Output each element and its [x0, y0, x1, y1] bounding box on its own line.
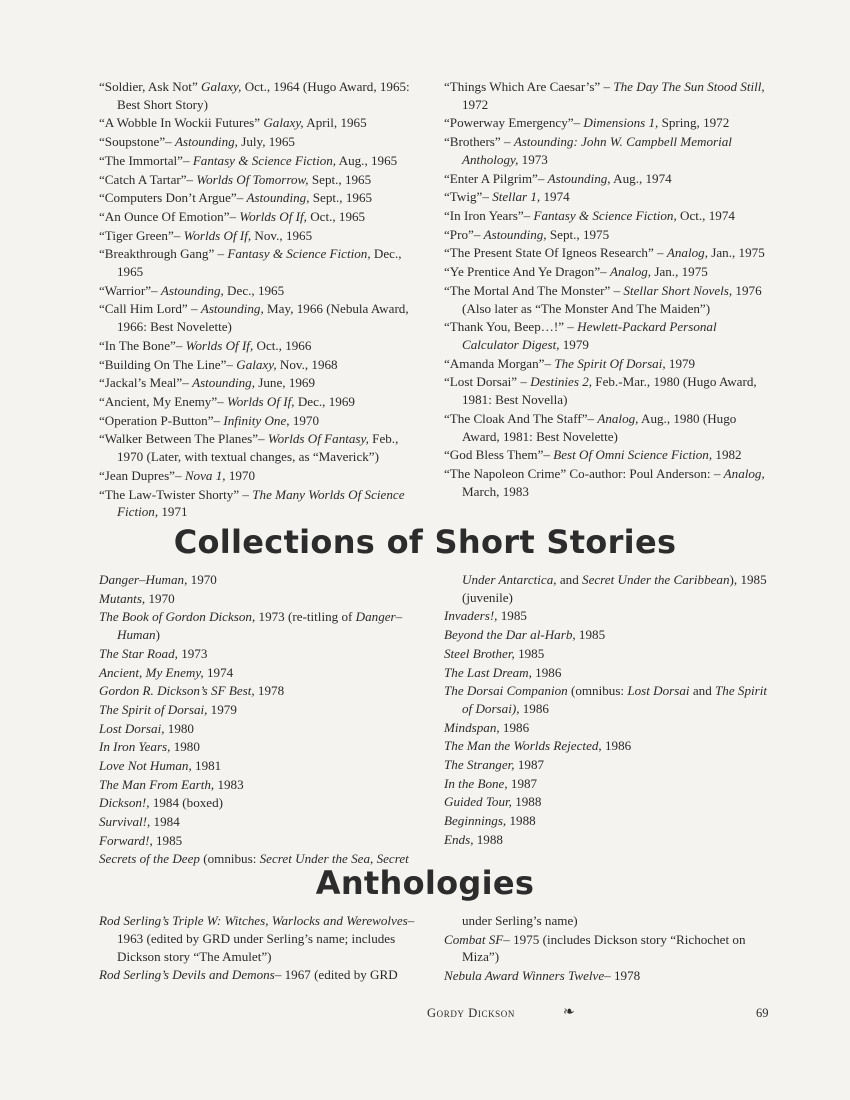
page-number: 69: [756, 1006, 769, 1020]
entry-publication: Fantasy & Science Fiction,: [533, 208, 677, 224]
entry-detail: 1988: [473, 831, 503, 847]
entry-title: Under Antarctica,: [462, 572, 557, 587]
fleuron-icon: ❧: [563, 1005, 575, 1020]
short-stories-right-column: [444, 78, 770, 502]
entry-publication: The Spirit Of Dorsai,: [554, 355, 666, 371]
short-story-entry: [99, 189, 425, 207]
entry-title: “Operation P-Button”–: [99, 412, 221, 428]
entry-title: “The Cloak And The Staff”–: [444, 410, 595, 426]
entry-publication: Analog,: [597, 410, 639, 426]
anthology-entry: [99, 966, 425, 984]
entry-detail: 1987: [514, 757, 545, 773]
footer-author-name: Gordy Dickson: [427, 1006, 515, 1020]
entry-title: “The Present State Of Igneos Research” –: [444, 245, 664, 261]
short-story-entry: [99, 171, 425, 189]
entry-detail: 1970: [187, 572, 217, 587]
entry-title-2: Secret Under the Caribbean: [582, 572, 730, 587]
entry-title: “Pro”–: [444, 226, 481, 242]
entry-title: Beginnings,: [444, 813, 507, 829]
entry-detail: 1986: [531, 664, 562, 680]
entry-detail: 1984 (boxed): [149, 795, 224, 811]
entry-title: “Soldier, Ask Not”: [99, 79, 198, 94]
anthology-entry: [444, 967, 770, 985]
entry-detail: 1975 (includes Dickson story “Richochet on Miza”): [462, 931, 746, 965]
entry-detail: (omnibus:: [199, 851, 260, 867]
entry-publication: Destinies 2,: [530, 374, 593, 390]
short-story-entry: [99, 337, 425, 355]
short-story-entry: [99, 114, 425, 132]
entry-title: “Call Him Lord” –: [99, 301, 198, 317]
entry-publication: Worlds Of Tomorrow,: [196, 171, 309, 187]
entry-detail: 1983: [214, 776, 244, 792]
entry-title: Nebula Award Winners Twelve–: [444, 968, 611, 984]
collection-entry: [444, 682, 770, 718]
anthology-entry: [444, 931, 770, 967]
collection-entry: [99, 794, 425, 812]
collection-entry: [99, 590, 425, 608]
entry-detail: 1971: [158, 504, 188, 520]
entry-title: The Star Road,: [99, 645, 178, 661]
short-story-entry: [99, 300, 425, 336]
entry-publication: Worlds Of If,: [227, 394, 295, 410]
collection-entry: [444, 645, 770, 663]
entry-detail: 1974: [203, 664, 234, 680]
entry-title: The Man From Earth,: [99, 776, 215, 792]
short-story-entry: [99, 78, 425, 114]
short-story-entry: [99, 393, 425, 411]
entry-detail: 1979: [207, 701, 237, 717]
page-footer: [0, 1006, 850, 1026]
entry-detail: Oct., 1964 (Hugo Award, 1965: Best Short Story): [117, 79, 410, 112]
entry-title: “The Napoleon Crime” Co-author: Poul Anderson: –: [444, 466, 721, 482]
entry-detail: Sept., 1965: [309, 190, 373, 206]
entry-title-2: Danger–Human: [117, 609, 403, 643]
entry-publication: Analog,: [666, 245, 708, 261]
collection-entry: [444, 812, 770, 830]
short-story-entry: [99, 245, 425, 281]
entry-title: Rod Serling’s Triple W: Witches, Warlocks and Werewolves–: [99, 913, 415, 928]
entry-detail-2: and: [689, 683, 716, 699]
entry-detail: Jan., 1975: [708, 245, 765, 261]
entry-publication: Astounding,: [160, 282, 224, 298]
entry-title: “Thank You, Beep…!” –: [444, 319, 574, 335]
short-story-entry: [444, 114, 770, 132]
short-story-entry: [99, 412, 425, 430]
short-story-entry: [444, 373, 770, 409]
entry-detail: 1973: [518, 151, 548, 167]
entry-title: Beyond the Dar al-Harb,: [444, 627, 576, 643]
entry-title: “Powerway Emergency”–: [444, 115, 581, 131]
entry-publication: Fantasy & Science Fiction,: [192, 152, 337, 168]
entry-publication: Astounding,: [547, 170, 611, 186]
short-story-entry: [444, 446, 770, 464]
entry-publication: The Day The Sun Stood Still,: [613, 79, 765, 94]
entry-detail: 1978: [254, 683, 285, 699]
entry-title: Danger–Human,: [99, 572, 188, 587]
entry-detail: Oct., 1966: [253, 337, 312, 353]
entry-title: The Last Dream,: [444, 664, 532, 680]
entry-detail-2: ): [155, 627, 160, 643]
entry-detail: Sept., 1975: [546, 226, 610, 242]
entry-title: “Catch A Tartar”–: [99, 171, 194, 187]
entry-detail: Aug., 1974: [610, 170, 672, 186]
collection-entry: [99, 664, 425, 682]
entry-title: “Computers Don’t Argue”–: [99, 190, 244, 206]
entry-publication: Worlds Of If,: [185, 337, 254, 353]
entry-detail: 1985: [497, 608, 527, 624]
entry-title: Invaders!,: [444, 608, 498, 624]
entry-title-3: The Spirit of Dorsai),: [462, 683, 768, 717]
entry-title: “Jackal’s Meal”–: [99, 375, 189, 391]
entry-detail: 1970: [145, 590, 175, 606]
entry-title: “In The Bone”–: [99, 337, 183, 353]
entry-title: “The Law-Twister Shorty” –: [99, 486, 249, 502]
entry-title: “Walker Between The Planes”–: [99, 431, 265, 447]
collection-entry: [99, 757, 425, 775]
short-story-entry: [444, 318, 770, 354]
entry-detail: 1981: [191, 757, 222, 773]
entry-publication: Astounding,: [200, 301, 264, 317]
entry-publication: Astounding,: [192, 375, 256, 391]
collection-entry: [99, 608, 425, 644]
entry-title: “Building On The Line”–: [99, 356, 233, 372]
entry-detail: 1985: [575, 627, 606, 643]
entry-detail: 1979: [559, 337, 589, 353]
entry-title-2: Lost Dorsai: [627, 683, 690, 699]
entry-detail: Spring, 1972: [658, 115, 730, 131]
entry-publication: Best Of Omni Science Fiction,: [553, 447, 713, 463]
entry-publication: Galaxy,: [201, 79, 242, 94]
entry-title: “Twig”–: [444, 189, 489, 205]
entry-detail: 1972: [462, 96, 489, 112]
entry-title: “Breakthrough Gang” –: [99, 246, 225, 262]
entry-detail-2: ), 1985 (juvenile): [462, 572, 767, 605]
entry-title: Mutants,: [99, 590, 146, 606]
short-story-entry: [99, 152, 425, 170]
entry-detail: July, 1965: [237, 134, 295, 150]
entry-detail: 1979: [665, 355, 696, 371]
collection-entry: [99, 776, 425, 794]
short-story-entry: [444, 133, 770, 169]
entry-detail: 1978: [610, 968, 641, 984]
short-story-entry: [99, 356, 425, 374]
entry-detail: 1986: [499, 719, 530, 735]
entry-title: “Amanda Morgan”–: [444, 355, 552, 371]
entry-detail: April, 1965: [303, 115, 367, 131]
entry-detail: 1980: [170, 739, 200, 755]
short-story-entry: [444, 465, 770, 501]
anthologies-left-column: [99, 912, 425, 985]
entry-title: Gordon R. Dickson’s SF Best,: [99, 683, 255, 699]
entry-detail: 1973: [177, 645, 208, 661]
entry-publication: Stellar 1,: [492, 189, 541, 205]
entry-detail: 1988: [506, 813, 536, 829]
short-story-entry: [99, 227, 425, 245]
entry-title: “Enter A Pilgrim”–: [444, 170, 545, 186]
collection-entry: [444, 719, 770, 737]
collection-entry: [99, 701, 425, 719]
entry-detail: and: [556, 572, 583, 587]
entry-detail: 1974: [540, 189, 570, 205]
entry-title: The Spirit of Dorsai,: [99, 701, 208, 717]
entry-title: Dickson!,: [99, 795, 150, 811]
entry-detail: Dec., 1965: [223, 282, 285, 298]
entry-detail: 1988: [511, 794, 542, 810]
collection-entry: [99, 832, 425, 850]
entry-detail: Feb.-Mar., 1980 (Hugo Award, 1981: Best Novella): [462, 374, 757, 408]
entry-title: “Jean Dupres”–: [99, 467, 182, 483]
collection-entry: [444, 607, 770, 625]
collection-entry: [444, 793, 770, 811]
short-stories-left-column: [99, 78, 425, 522]
short-story-entry: [444, 355, 770, 373]
entry-publication: Worlds Of If,: [239, 208, 307, 224]
entry-detail: 1982: [712, 447, 742, 463]
entry-title: Mindspan,: [444, 719, 500, 735]
short-story-entry: [99, 374, 425, 392]
entry-publication: Nova 1,: [184, 467, 226, 483]
anthology-continued-entry: [444, 912, 770, 930]
entry-title: “Lost Dorsai” –: [444, 374, 527, 390]
entry-publication: Astounding,: [175, 134, 238, 150]
entry-detail: Oct., 1974: [676, 208, 735, 224]
entry-publication: Analog,: [723, 466, 765, 482]
entry-detail: Jan., 1975: [651, 264, 708, 280]
entry-detail: May, 1966 (Nebula Award, 1966: Best Novelette): [117, 301, 409, 335]
entry-title: Love Not Human,: [99, 757, 192, 773]
entry-title: The Stranger,: [444, 757, 515, 773]
collection-entry: [444, 831, 770, 849]
entry-detail: 1970: [289, 412, 320, 428]
entry-detail: 1986: [601, 738, 632, 754]
entry-title: “In Iron Years”–: [444, 208, 531, 224]
entry-detail: (omnibus:: [567, 683, 628, 699]
entry-publication: Hewlett-Packard Personal Calculator Digest,: [462, 319, 717, 353]
entry-title: The Book of Gordon Dickson,: [99, 609, 256, 625]
short-story-entry: [444, 78, 770, 114]
entry-title: Ends,: [444, 831, 474, 847]
entry-title: “Soupstone”–: [99, 134, 172, 150]
collection-entry: [99, 720, 425, 738]
entry-detail: Aug., 1965: [336, 152, 398, 168]
entry-title: “The Mortal And The Monster” –: [444, 282, 621, 298]
entry-title: “Things Which Are Caesar’s” –: [444, 79, 611, 94]
anthologies-right-column: [444, 912, 770, 986]
collection-entry: [444, 775, 770, 793]
entry-title: “Warrior”–: [99, 282, 158, 298]
short-story-entry: [444, 207, 770, 225]
entry-publication: Fantasy & Science Fiction,: [227, 246, 371, 262]
entry-publication: Galaxy,: [236, 356, 277, 372]
short-story-entry: [99, 467, 425, 485]
collection-entry: [99, 571, 425, 589]
entry-detail: under Serling’s name): [462, 913, 578, 928]
entry-title: “Tiger Green”–: [99, 227, 181, 243]
collections-right-column: [444, 571, 770, 850]
entry-detail: Dec., 1969: [294, 394, 355, 410]
entry-detail: June, 1969: [255, 375, 316, 391]
collection-entry: [444, 626, 770, 644]
entry-title: The Dorsai Companion: [444, 683, 568, 699]
entry-detail: 1970: [225, 467, 256, 483]
entry-title: Forward!,: [99, 832, 153, 848]
collection-entry: [99, 645, 425, 663]
entry-title: In Iron Years,: [99, 739, 171, 755]
short-story-entry: [99, 133, 425, 151]
entry-title: “The Immortal”–: [99, 152, 190, 168]
entry-title: “A Wobble In Wockii Futures”: [99, 115, 261, 131]
entry-detail: 1980: [164, 720, 194, 736]
collections-left-column: [99, 571, 425, 869]
collection-entry: [444, 756, 770, 774]
short-story-entry: [444, 410, 770, 446]
entry-title: “Ancient, My Enemy”–: [99, 394, 224, 410]
collection-continued-entry: [444, 571, 770, 607]
short-story-entry: [444, 170, 770, 188]
entry-title-2: Secret Under the Sea, Secret: [259, 851, 409, 867]
entry-title: Rod Serling’s Devils and Demons–: [99, 967, 282, 983]
entry-detail: Nov., 1968: [276, 356, 338, 372]
entry-title: Guided Tour,: [444, 794, 512, 810]
entry-detail: 1963 (edited by GRD under Serling’s name; includes Dickson story “The Amulet”): [117, 930, 396, 964]
entry-detail: Feb., 1970 (Later, with textual changes, as “Maverick”): [117, 431, 399, 465]
entry-detail: 1976 (Also later as “The Monster And The Maiden”): [462, 282, 762, 316]
entry-publication: The Many Worlds Of Science Fiction,: [117, 486, 405, 520]
entry-detail: 1987: [507, 775, 538, 791]
entry-publication: Galaxy,: [263, 115, 304, 131]
entry-detail: 1973 (re-titling of: [255, 609, 356, 625]
entry-detail: 1967 (edited by GRD: [281, 967, 398, 983]
entry-publication: Stellar Short Novels,: [623, 282, 733, 298]
entry-title: The Man the Worlds Rejected,: [444, 738, 602, 754]
short-story-entry: [99, 282, 425, 300]
entry-detail: Dec., 1965: [117, 246, 402, 280]
entry-publication: Astounding,: [483, 226, 547, 242]
short-story-entry: [99, 486, 425, 522]
short-story-entry: [444, 282, 770, 318]
entry-detail-3: 1986: [519, 701, 549, 717]
collection-entry: [444, 664, 770, 682]
entry-publication: Astounding,: [246, 190, 310, 206]
entry-detail: 1985: [152, 832, 183, 848]
entry-detail: Nov., 1965: [251, 227, 313, 243]
entry-title: “Brothers” –: [444, 134, 511, 150]
entry-publication: Analog,: [609, 264, 652, 280]
short-story-entry: [444, 244, 770, 262]
entry-detail: Oct., 1965: [306, 208, 366, 224]
entry-publication: Dimensions 1,: [583, 115, 659, 131]
entry-title: “God Bless Them”–: [444, 447, 550, 463]
entry-title: “An Ounce Of Emotion”–: [99, 208, 237, 224]
entry-title: Ancient, My Enemy,: [99, 664, 204, 680]
entry-title: Combat SF–: [444, 931, 510, 947]
short-story-entry: [99, 208, 425, 226]
entry-detail: 1984: [150, 814, 180, 830]
entry-detail: 1985: [514, 645, 545, 661]
entry-title: In the Bone,: [444, 775, 508, 791]
entry-detail: Sept., 1965: [308, 171, 372, 187]
short-story-entry: [444, 263, 770, 281]
collections-heading: Collections of Short Stories: [173, 523, 677, 561]
short-story-entry: [99, 430, 425, 466]
entry-title: “Ye Prentice And Ye Dragon”–: [444, 264, 607, 280]
entry-detail: March, 1983: [462, 483, 529, 499]
entry-publication: Worlds Of Fantasy,: [267, 431, 369, 447]
short-story-entry: [444, 188, 770, 206]
entry-publication: Infinity One,: [223, 412, 290, 428]
collection-entry: [99, 813, 425, 831]
entry-title: Survival!,: [99, 814, 151, 830]
anthology-entry: [99, 912, 425, 965]
anthologies-heading: Anthologies: [315, 864, 535, 902]
entry-title: Secrets of the Deep: [99, 851, 200, 867]
entry-publication: Astounding: John W. Campbell Memorial Anthology,: [462, 134, 732, 167]
entry-detail: Aug., 1980 (Hugo Award, 1981: Best Novelette): [462, 410, 737, 444]
collection-entry: [99, 682, 425, 700]
collection-entry: [444, 737, 770, 755]
collection-entry: [99, 738, 425, 756]
entry-publication: Worlds Of If,: [183, 227, 252, 243]
entry-title: Steel Brother,: [444, 645, 515, 661]
short-story-entry: [444, 226, 770, 244]
entry-title: Lost Dorsai,: [99, 720, 165, 736]
